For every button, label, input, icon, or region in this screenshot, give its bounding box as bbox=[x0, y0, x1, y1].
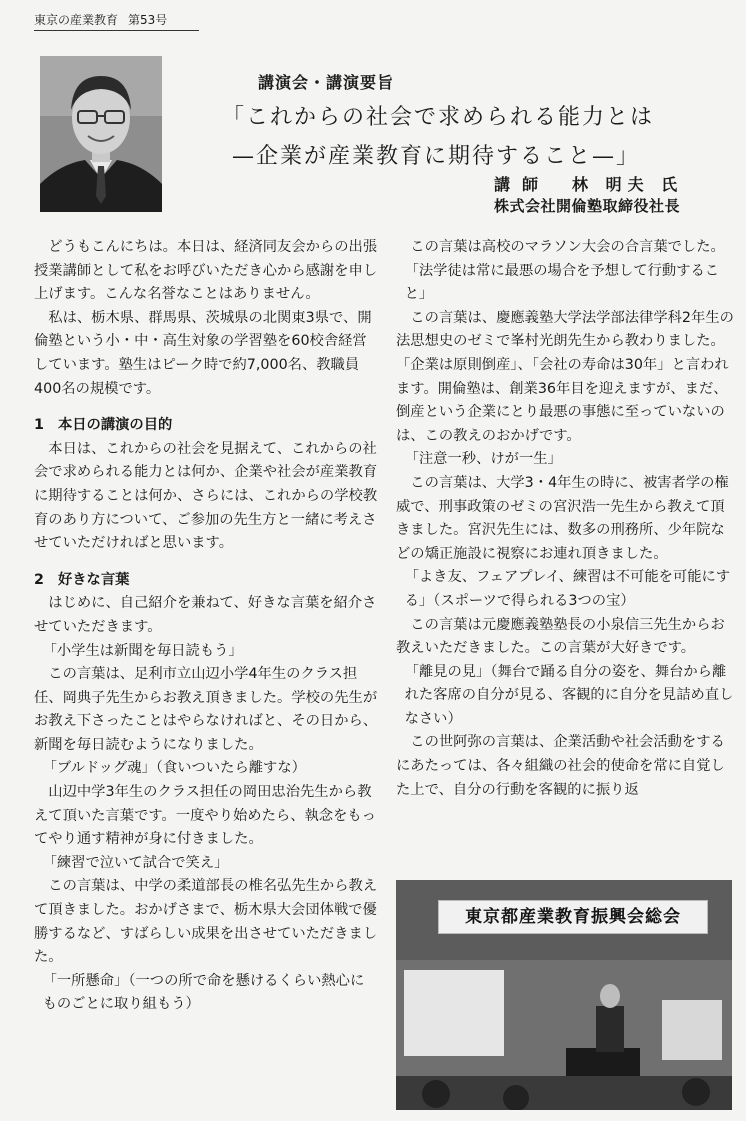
body-paragraph: この世阿弥の言葉は、企業活動や社会活動をするにあたっては、各々組織の社会的使命を常に自覚した上で、自分の行動を客観的に振り返 bbox=[396, 734, 725, 798]
right-column bbox=[396, 236, 734, 802]
section-number: 1 bbox=[34, 417, 44, 434]
section-number: 2 bbox=[34, 571, 44, 588]
quoted-phrase: 「法学徒は常に最悪の場合を予想して行動すること」 bbox=[404, 262, 720, 303]
publication-name: 東京の産業教育 bbox=[34, 13, 119, 27]
lecture-title-line1: 「これからの社会で求められる能力とは bbox=[222, 105, 655, 130]
speaker-line bbox=[494, 172, 683, 195]
section-heading bbox=[34, 569, 378, 593]
body-paragraph: 山辺中学3年生のクラス担任の岡田忠治先生から教えて頂いた言葉です。一度やり始めたら、執念をもってやり通す精神が身に付きました。 bbox=[34, 784, 376, 848]
section-title: 好きな言葉 bbox=[57, 571, 130, 588]
body-paragraph: この言葉は高校のマラソン大会の合言葉でした。 bbox=[410, 239, 725, 255]
quoted-phrase: 「ブルドッグ魂」（食いついたら離すな） bbox=[42, 760, 306, 777]
quoted-phrase: 「よき友、フェアプレイ、練習は不可能を可能にする」（スポーツで得られる3つの宝） bbox=[404, 569, 731, 609]
lecture-title-line2: —企業が産業教育に期待すること—」 bbox=[232, 144, 641, 169]
section-title: 本日の講演の目的 bbox=[57, 417, 173, 434]
body-paragraph: 本日は、これからの社会を見据えて、これからの社会で求められる能力とは何か、企業や社会が産業教育に期待することは何か、さらには、これからの学校教育のあり方について、ご参加の先生方と一緒に考えさせていただければと思います。 bbox=[34, 440, 378, 552]
event-banner: 東京都産業教育振興会総会 bbox=[438, 900, 708, 934]
body-paragraph: この言葉は、中学の柔道部長の椎名弘先生から教えて頂きました。おかげさまで、栃木県大会団体戦で優勝するなど、すばらしい成果を出させていただきました。 bbox=[34, 878, 378, 966]
quoted-phrase: 「練習で泣いて試合で笑え」 bbox=[42, 854, 229, 871]
body-paragraph: この言葉は、大学3・4年生の時に、被害者学の権威で、刑事政策のゼミの宮沢浩一先生から教えて頂きました。宮沢先生には、数多の刑務所、少年院などの矯正施設に視察にお連れ頂きました。 bbox=[396, 474, 729, 562]
body-paragraph: はじめに、自己紹介を兼ねて、好きな言葉を紹介させていただきます。 bbox=[34, 595, 377, 635]
body-paragraph: この言葉は、足利市立山辺小学4年生のクラス担任、岡典子先生からお教え頂きました。学校の先生がお教え下さったことはやらなければと、その日から、新聞を毎日読むようになりました。 bbox=[34, 666, 378, 753]
left-column bbox=[34, 236, 378, 1017]
publication-header bbox=[34, 12, 199, 31]
body-paragraph: 私は、栃木県、群馬県、茨城県の北関東3県で、開倫塾という小・中・高生対象の学習塾を60校舎経営しています。塾生はピーク時で約7,000名、教職員400名の規模です。 bbox=[34, 309, 372, 397]
body-paragraph: この言葉は元慶應義塾塾長の小泉信三先生からお教えいただきました。この言葉が大好きです。 bbox=[396, 616, 725, 657]
speaker-role: 講師 bbox=[494, 175, 551, 194]
quoted-phrase: 「小学生は新聞を毎日読もう」 bbox=[42, 642, 243, 659]
section-heading bbox=[34, 414, 378, 438]
speaker-portrait bbox=[40, 56, 162, 212]
quoted-phrase: 「離見の見」（舞台で踊る自分の姿を、舞台から離れた客席の自分が見る、客観的に自分を見詰め直しなさい） bbox=[404, 663, 734, 727]
body-paragraph: この言葉は、慶應義塾大学法学部法律学科2年生の法思想史のゼミで峯村光朗先生から教わりました。「企業は原則倒産」、「会社の寿命は30年」と言われます。開倫塾は、創業36年目を迎えますが、まだ、倒産という企業にとり最悪の事態に至っていないのは、この教えのおかげです。 bbox=[396, 309, 734, 444]
event-photo bbox=[396, 880, 732, 1110]
quoted-phrase: 「一所懸命」（一つの所で命を懸けるくらい熱心にものごとに取り組もう） bbox=[42, 972, 365, 1013]
speaker-name: 林 明夫 氏 bbox=[572, 175, 684, 194]
body-paragraph: どうもこんにちは。本日は、経済同友会からの出張授業講師として私をお呼びいただき心から感謝を申し上げます。こんな名誉なことはありません。 bbox=[34, 239, 378, 303]
lecture-kind: 講演会・講演要旨 bbox=[258, 73, 395, 92]
quoted-phrase: 「注意一秒、けが一生」 bbox=[404, 451, 562, 468]
issue-number: 第53号 bbox=[128, 13, 168, 27]
speaker-affiliation: 株式会社開倫塾取締役社長 bbox=[494, 197, 681, 215]
